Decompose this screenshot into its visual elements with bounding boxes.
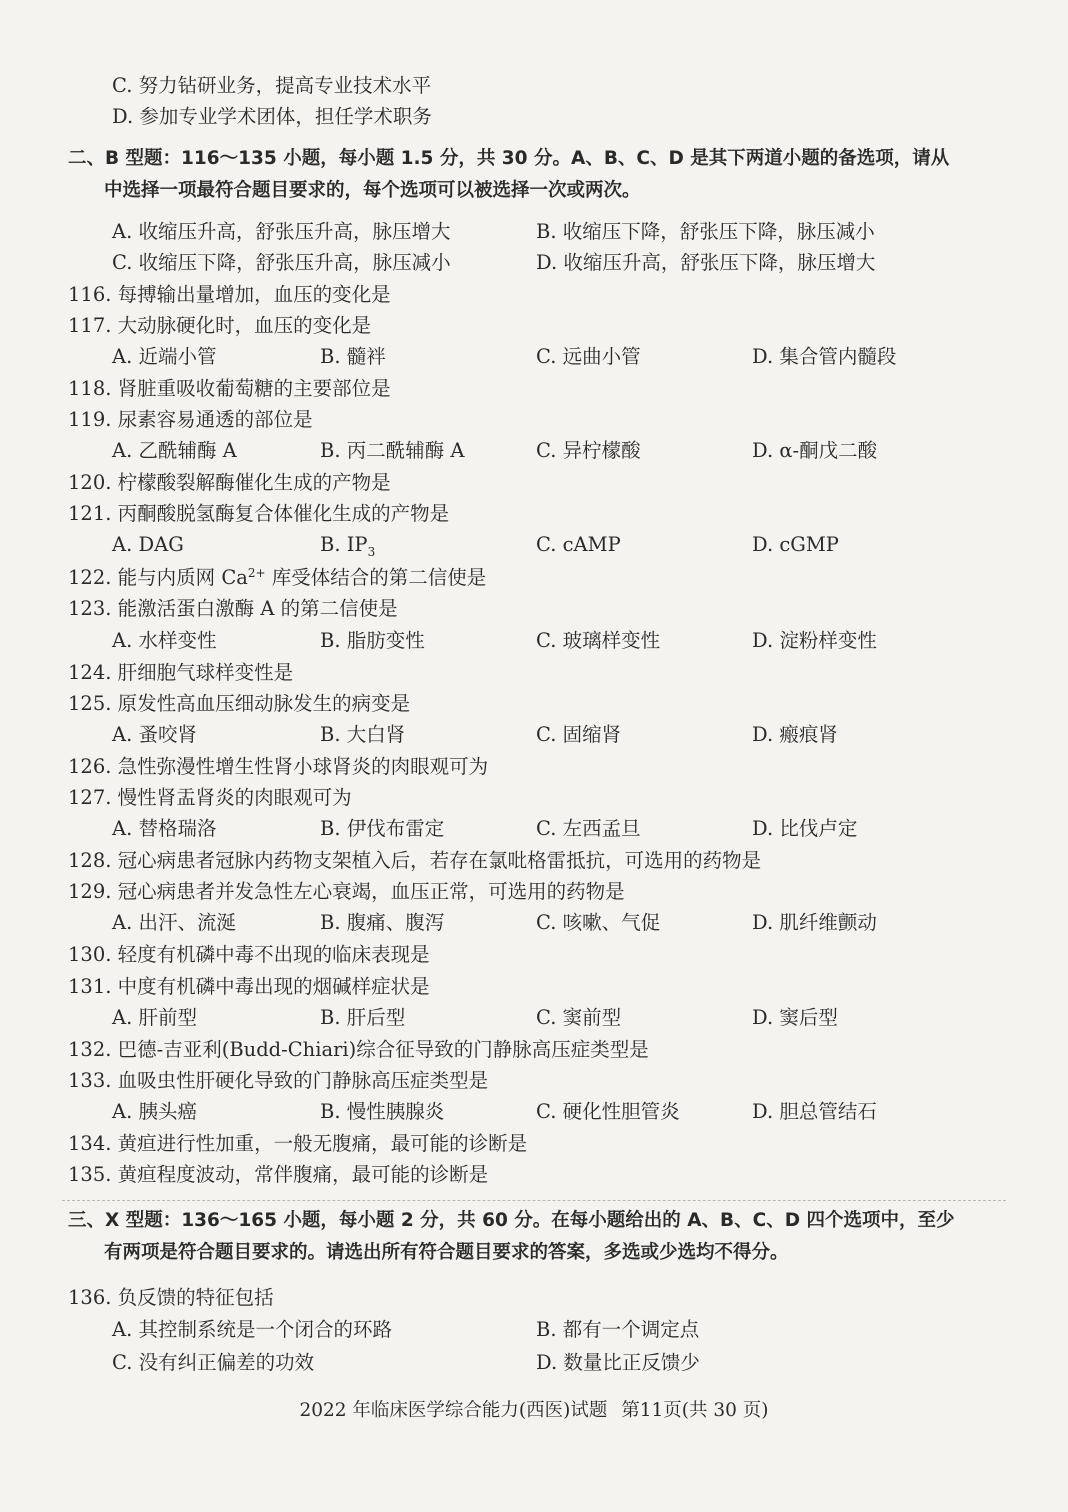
question-131: 131. 中度有机磷中毒出现的烟碱样症状是 bbox=[68, 975, 430, 998]
g7-option-c: C. 左西孟旦 bbox=[536, 817, 641, 840]
g5-option-c: C. 玻璃样变性 bbox=[536, 629, 661, 652]
g9-option-b: B. 肝后型 bbox=[320, 1006, 406, 1029]
g4-option-d: D. cGMP bbox=[752, 533, 839, 556]
g2-option-c: C. 远曲小管 bbox=[536, 345, 641, 368]
g9-option-c: C. 窦前型 bbox=[536, 1006, 622, 1029]
g1-option-b: B. 收缩压下降，舒张压下降，脉压减小 bbox=[536, 220, 875, 243]
section-x-header-line1: 三、X 型题：136～165 小题，每小题 2 分，共 60 分。在每小题给出的 A、B、C、D 四个选项中，至少 bbox=[68, 1210, 955, 1231]
g2-option-d: D. 集合管内髓段 bbox=[752, 345, 897, 368]
question-116: 116. 每搏输出量增加，血压的变化是 bbox=[68, 283, 391, 306]
option-c-prev: C. 努力钻研业务，提高专业技术水平 bbox=[112, 74, 432, 97]
g5-option-d: D. 淀粉样变性 bbox=[752, 629, 877, 652]
question-134: 134. 黄疸进行性加重，一般无腹痛，最可能的诊断是 bbox=[68, 1132, 528, 1155]
g1-option-a: A. 收缩压升高，舒张压升高，脉压增大 bbox=[112, 220, 451, 243]
question-120: 120. 柠檬酸裂解酶催化生成的产物是 bbox=[68, 471, 391, 494]
question-127: 127. 慢性肾盂肾炎的肉眼观可为 bbox=[68, 786, 352, 809]
g7-option-b: B. 伊伐布雷定 bbox=[320, 817, 445, 840]
question-125: 125. 原发性高血压细动脉发生的病变是 bbox=[68, 692, 411, 715]
ca-superscript: 2+ bbox=[247, 566, 266, 580]
g8-option-b: B. 腹痛、腹泻 bbox=[320, 911, 445, 934]
question-124: 124. 肝细胞气球样变性是 bbox=[68, 661, 294, 684]
footer-exam-title: 2022 年临床医学综合能力(西医)试题 bbox=[299, 1400, 608, 1421]
question-129: 129. 冠心病患者并发急性左心衰竭，血压正常，可选用的药物是 bbox=[68, 880, 625, 903]
question-130: 130. 轻度有机磷中毒不出现的临床表现是 bbox=[68, 943, 430, 966]
q136-option-a: A. 其控制系统是一个闭合的环路 bbox=[112, 1318, 392, 1341]
g8-option-d: D. 肌纤维颤动 bbox=[752, 911, 877, 934]
question-123: 123. 能激活蛋白激酶 A 的第二信使是 bbox=[68, 597, 398, 620]
q136-option-b: B. 都有一个调定点 bbox=[536, 1318, 700, 1341]
g10-option-c: C. 硬化性胆管炎 bbox=[536, 1100, 680, 1123]
question-135: 135. 黄疸程度波动，常伴腹痛，最可能的诊断是 bbox=[68, 1163, 489, 1186]
question-122 bbox=[68, 566, 486, 592]
g8-option-a: A. 出汗、流涎 bbox=[112, 911, 236, 934]
section-divider bbox=[62, 1200, 1006, 1201]
g6-option-d: D. 瘢痕肾 bbox=[752, 723, 838, 746]
g3-option-c: C. 异柠檬酸 bbox=[536, 439, 641, 462]
g5-option-a: A. 水样变性 bbox=[112, 629, 217, 652]
g10-option-d: D. 胆总管结石 bbox=[752, 1100, 877, 1123]
g4-option-b bbox=[320, 533, 375, 559]
q136-option-c: C. 没有纠正偏差的功效 bbox=[112, 1351, 315, 1374]
question-122-start: 122. 能与内质网 Ca bbox=[68, 566, 248, 589]
question-122-end: 库受体结合的第二信使是 bbox=[265, 566, 487, 589]
g3-option-d: D. α-酮戊二酸 bbox=[752, 439, 878, 462]
page-footer bbox=[0, 1396, 1068, 1422]
g3-option-a: A. 乙酰辅酶 A bbox=[112, 439, 237, 462]
question-117: 117. 大动脉硬化时，血压的变化是 bbox=[68, 314, 372, 337]
g8-option-c: C. 咳嗽、气促 bbox=[536, 911, 661, 934]
g9-option-a: A. 肝前型 bbox=[112, 1006, 197, 1029]
g10-option-b: B. 慢性胰腺炎 bbox=[320, 1100, 445, 1123]
g6-option-b: B. 大白肾 bbox=[320, 723, 406, 746]
g6-option-c: C. 固缩肾 bbox=[536, 723, 622, 746]
footer-page-number: 第11页(共 30 页) bbox=[621, 1400, 769, 1421]
question-121: 121. 丙酮酸脱氢酶复合体催化生成的产物是 bbox=[68, 502, 450, 525]
question-133: 133. 血吸虫性肝硬化导致的门静脉高压症类型是 bbox=[68, 1069, 489, 1092]
g4-option-b-text: B. IP bbox=[320, 533, 368, 556]
g2-option-a: A. 近端小管 bbox=[112, 345, 217, 368]
g1-option-c: C. 收缩压下降，舒张压升高，脉压减小 bbox=[112, 251, 451, 274]
g6-option-a: A. 蚤咬肾 bbox=[112, 723, 197, 746]
g7-option-d: D. 比伐卢定 bbox=[752, 817, 858, 840]
g4-option-c: C. cAMP bbox=[536, 533, 621, 556]
section-b-header-line1: 二、B 型题：116～135 小题，每小题 1.5 分，共 30 分。A、B、C、D 是其下两道小题的备选项，请从 bbox=[68, 148, 950, 169]
q136-option-d: D. 数量比正反馈少 bbox=[536, 1351, 700, 1374]
question-119: 119. 尿素容易通透的部位是 bbox=[68, 408, 313, 431]
section-b-header-line2: 中选择一项最符合题目要求的，每个选项可以被选择一次或两次。 bbox=[104, 180, 641, 201]
question-128: 128. 冠心病患者冠脉内药物支架植入后，若存在氯吡格雷抵抗，可选用的药物是 bbox=[68, 849, 762, 872]
g10-option-a: A. 胰头癌 bbox=[112, 1100, 197, 1123]
question-118: 118. 肾脏重吸收葡萄糖的主要部位是 bbox=[68, 377, 391, 400]
question-126: 126. 急性弥漫性增生性肾小球肾炎的肉眼观可为 bbox=[68, 755, 489, 778]
section-x-header-line2: 有两项是符合题目要求的。请选出所有符合题目要求的答案，多选或少选均不得分。 bbox=[104, 1242, 789, 1263]
g7-option-a: A. 替格瑞洛 bbox=[112, 817, 217, 840]
g4-option-a: A. DAG bbox=[112, 533, 184, 556]
g1-option-d: D. 收缩压升高，舒张压下降，脉压增大 bbox=[536, 251, 876, 274]
g9-option-d: D. 窦后型 bbox=[752, 1006, 838, 1029]
g2-option-b: B. 髓袢 bbox=[320, 345, 386, 368]
option-d-prev: D. 参加专业学术团体，担任学术职务 bbox=[112, 105, 432, 128]
g5-option-b: B. 脂肪变性 bbox=[320, 629, 425, 652]
g3-option-b: B. 丙二酰辅酶 A bbox=[320, 439, 465, 462]
question-132: 132. 巴德-吉亚利(Budd-Chiari)综合征导致的门静脉高压症类型是 bbox=[68, 1038, 649, 1061]
question-136: 136. 负反馈的特征包括 bbox=[68, 1286, 274, 1309]
ip3-subscript: 3 bbox=[367, 545, 376, 559]
